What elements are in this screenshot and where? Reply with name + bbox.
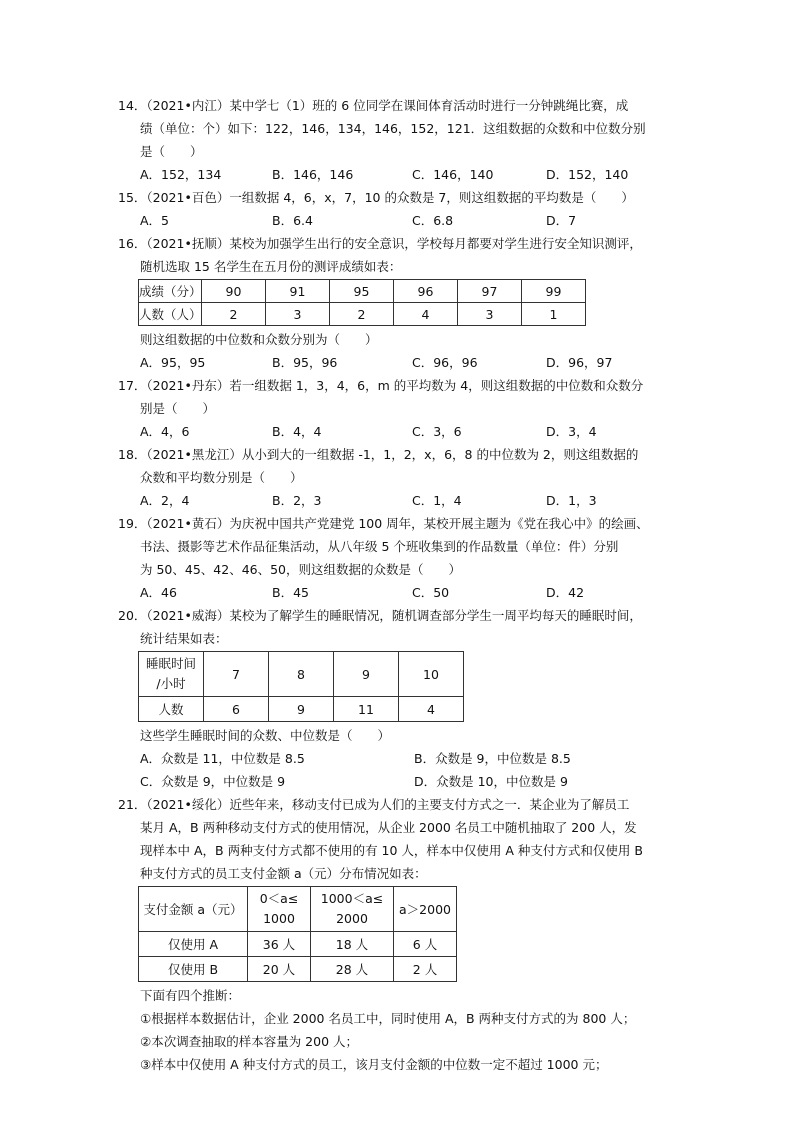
table-cell: 4: [399, 697, 464, 722]
question-text: ③样本中仅使用 A 种支付方式的员工，该月支付金额的中位数一定不超过 1000 元；: [140, 1057, 608, 1072]
table-cell: 3: [266, 303, 330, 326]
option-c: C．6.8: [412, 213, 454, 228]
table-cell: 仅使用 B: [139, 957, 248, 982]
table-row: [139, 652, 464, 697]
table-cell: 4: [394, 303, 458, 326]
option-a: A．4，6: [140, 424, 190, 439]
question-text: 书法、摄影等艺术作品征集活动，从八年级 5 个班收集到的作品数量（单位：件）分别: [140, 539, 619, 554]
table-cell-line: 睡眠时间: [145, 656, 196, 671]
table-cell: 99: [522, 280, 586, 303]
options: [118, 209, 688, 232]
question-text: 这些学生睡眠时间的众数、中位数是（ ）: [140, 728, 391, 743]
table-cell: 97: [458, 280, 522, 303]
option-b: B．146，146: [272, 167, 354, 182]
table-cell-line: /小时: [156, 676, 186, 691]
table-row: [139, 957, 457, 982]
table-row: [139, 887, 457, 932]
table-cell: [139, 652, 204, 697]
table-cell: 2 人: [394, 957, 457, 982]
table-cell: 28 人: [311, 957, 394, 982]
question-text: 众数和平均数分别是（ ）: [140, 470, 303, 485]
option-d: D．152，140: [546, 167, 629, 182]
question-text: 某月 A，B 两种移动支付方式的使用情况，从企业 2000 名员工中随机抽取了 200 人，发: [140, 820, 637, 835]
table-cell-line: 2000: [336, 911, 368, 926]
table-cell: 6: [204, 697, 269, 722]
option-a: A．众数是 11，中位数是 8.5: [140, 751, 305, 766]
table-cell: a＞2000: [394, 887, 457, 932]
option-d: D．96，97: [546, 355, 613, 370]
option-d: D．众数是 10，中位数是 9: [414, 774, 568, 789]
worksheet-page: [118, 94, 688, 1076]
question-20: [118, 604, 688, 793]
options: [118, 351, 688, 374]
question-text: 下面有四个推断：: [140, 988, 241, 1003]
question-text: 别是（ ）: [140, 401, 216, 416]
question-text: 现样本中 A，B 两种支付方式都不使用的有 10 人，样本中仅使用 A 种支付方式和仅使用 B: [140, 843, 643, 858]
question-21: [118, 793, 688, 1076]
question-text: 20．（2021•威海）某校为了解学生的睡眠情况，随机调查部分学生一周平均每天的睡眠时间，: [118, 608, 642, 623]
option-b: B．95，96: [272, 355, 338, 370]
table-cell: 9: [334, 652, 399, 697]
question-text: 14．（2021•内江）某中学七（1）班的 6 位同学在课间体育活动时进行一分钟跳绳比赛，成: [118, 98, 629, 113]
option-c: C．3，6: [412, 424, 462, 439]
table-cell-line: 1000: [263, 911, 295, 926]
sleep-table: [138, 651, 464, 722]
table-cell: 95: [330, 280, 394, 303]
question-text: ①根据样本数据估计，企业 2000 名员工中，同时使用 A，B 两种支付方式的为 800 人；: [140, 1011, 636, 1026]
question-text: ②本次调查抽取的样本容量为 200 人；: [140, 1034, 359, 1049]
table-cell: 91: [266, 280, 330, 303]
option-c: C．146，140: [412, 167, 494, 182]
question-15: [118, 186, 688, 232]
table-cell: 人数: [139, 697, 204, 722]
options: [118, 420, 688, 443]
options: [118, 581, 688, 604]
option-d: D．7: [546, 213, 577, 228]
question-text: 是（ ）: [140, 144, 203, 159]
question-16: [118, 232, 688, 374]
table-cell: 7: [204, 652, 269, 697]
question-text: 随机选取 15 名学生在五月份的测评成绩如表：: [140, 259, 402, 274]
question-text: 18．（2021•黑龙江）从小到大的一组数据 -1，1，2，x，6，8 的中位数为 2，则这组数据的: [118, 447, 639, 462]
option-c: C．1，4: [412, 493, 462, 508]
payment-table: [138, 886, 457, 982]
table-cell: 20 人: [248, 957, 311, 982]
table-cell: 18 人: [311, 932, 394, 957]
table-cell: 仅使用 A: [139, 932, 248, 957]
option-b: B．6.4: [272, 213, 313, 228]
options: [118, 747, 688, 770]
score-table: [138, 279, 586, 326]
option-a: A．95，95: [140, 355, 206, 370]
table-cell: 3: [458, 303, 522, 326]
table-cell: 8: [269, 652, 334, 697]
table-cell: [248, 887, 311, 932]
table-cell: 90: [202, 280, 266, 303]
question-19: [118, 512, 688, 604]
option-c: C．96，96: [412, 355, 478, 370]
table-cell: 2: [202, 303, 266, 326]
table-cell-line: 0＜a≤: [259, 891, 299, 906]
table-cell: 1: [522, 303, 586, 326]
option-a: A．2，4: [140, 493, 190, 508]
option-a: A．5: [140, 213, 170, 228]
option-b: B．45: [272, 585, 309, 600]
option-d: D．1，3: [546, 493, 597, 508]
question-14: [118, 94, 688, 186]
option-b: B．2，3: [272, 493, 322, 508]
table-row: [139, 697, 464, 722]
option-a: A．152，134: [140, 167, 222, 182]
options: [118, 770, 688, 793]
question-text: 种支付方式的员工支付金额 a（元）分布情况如表：: [140, 866, 427, 881]
option-b: B．众数是 9，中位数是 8.5: [414, 751, 571, 766]
option-b: B．4，4: [272, 424, 322, 439]
table-cell: 11: [334, 697, 399, 722]
question-text: 则这组数据的中位数和众数分别为（ ）: [140, 332, 378, 347]
table-row: [139, 280, 586, 303]
question-text: 16．（2021•抚顺）某校为加强学生出行的安全意识，学校每月都要对学生进行安全知识测评，: [118, 236, 642, 251]
option-d: D．3，4: [546, 424, 597, 439]
table-cell: 10: [399, 652, 464, 697]
table-row: [139, 932, 457, 957]
question-text: 19．（2021•黄石）为庆祝中国共产党建党 100 周年，某校开展主题为《党在我心中》的绘画、: [118, 516, 649, 531]
table-cell: 2: [330, 303, 394, 326]
option-c: C．50: [412, 585, 450, 600]
question-18: [118, 443, 688, 512]
table-cell: 36 人: [248, 932, 311, 957]
option-a: A．46: [140, 585, 177, 600]
question-text: 为 50、45、42、46、50，则这组数据的众数是（ ）: [140, 562, 462, 577]
option-c: C．众数是 9，中位数是 9: [140, 774, 286, 789]
table-cell: 96: [394, 280, 458, 303]
question-text: 15．（2021•百色）一组数据 4，6，x，7，10 的众数是 7，则这组数据的平均数是（ ）: [118, 190, 634, 205]
question-17: [118, 374, 688, 443]
table-cell-line: 1000＜a≤: [320, 891, 384, 906]
options: [118, 163, 688, 186]
table-cell: 6 人: [394, 932, 457, 957]
table-cell: [311, 887, 394, 932]
table-cell: 9: [269, 697, 334, 722]
table-cell: 支付金额 a（元）: [139, 887, 248, 932]
question-text: 统计结果如表：: [140, 631, 228, 646]
options: [118, 489, 688, 512]
table-cell: 成绩（分）: [139, 280, 202, 303]
question-text: 17．（2021•丹东）若一组数据 1，3，4，6，m 的平均数为 4，则这组数据的中位数和众数分: [118, 378, 644, 393]
table-cell: 人数（人）: [139, 303, 202, 326]
question-text: 绩（单位：个）如下：122，146，134，146，152，121．这组数据的众数和中位数分别: [140, 121, 646, 136]
option-d: D．42: [546, 585, 585, 600]
table-row: [139, 303, 586, 326]
question-text: 21．（2021•绥化）近些年来，移动支付已成为人们的主要支付方式之一．某企业为了解员工: [118, 797, 630, 812]
